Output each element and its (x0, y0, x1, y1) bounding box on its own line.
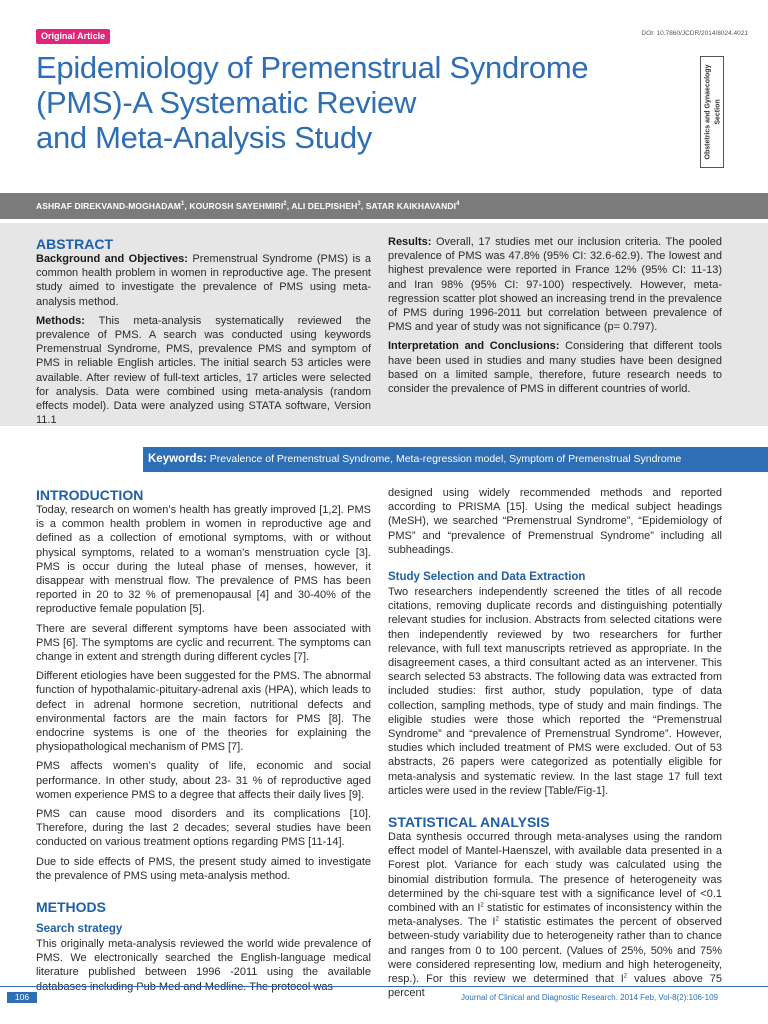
title-line: (PMS)-A Systematic Review (36, 85, 417, 120)
stat-superscript: 2 (495, 916, 499, 923)
statistical-analysis-text (388, 830, 722, 1000)
search-strategy-heading: Search strategy (36, 923, 123, 936)
abstract-interpretation-label: Interpretation and Conclusions: (388, 340, 560, 353)
abstract-interpretation (388, 339, 722, 396)
intro-paragraph: Due to side effects of PMS, the present study aimed to investigate the prevalence of PMS using meta-analysis method. (36, 855, 371, 882)
intro-paragraph: PMS affects women’s quality of life, economic and social performance. In other study, about 23- 31 % of reproductive aged women experience PMS to a degree that affects their daily lives [9]. (36, 760, 371, 801)
page-number: 106 (7, 992, 37, 1003)
abstract-results-text: Overall, 17 studies met our inclusion criteria. The pooled prevalence of PMS was 47.8% (95% CI: 32.6-62.9). The lowest and highest prevalence were reported in France 12% (95% CI: 11-13) and Iran 98% (95% CI: 97-100) respectively. However, meta-regression scatter plot showed an increasing trend in the prevalence of PMS during 1996-2011 but correlation between prevalence of PMS and year of study was not significance (p= 0.797). (388, 236, 722, 334)
title-line: Epidemiology of Premenstrual Syndrome (36, 50, 589, 85)
stat-text-part: statistic for estimates of inconsistency within the meta-analyses. The I (388, 902, 722, 929)
methods-heading: METHODS (36, 899, 106, 916)
abstract-interpretation-text: Considering that different tools have been used in studies and many studies have been designed based on a limited sample, therefore, future research needs to consider the prevalence of PMS in different countries of world. (388, 340, 723, 396)
abstract-methods (36, 314, 371, 428)
abstract-background-label: Background and Objectives: (36, 253, 188, 265)
footer-divider (0, 986, 768, 987)
article-title (36, 50, 636, 155)
intro-paragraph: PMS can cause mood disorders and its complications [10]. Therefore, during the last 2 decades; several studies have been conducted on various treatment options regarding PMS [11-14]. (36, 808, 371, 849)
abstract-left-column (36, 236, 371, 432)
author-name: KOUROSH SAYEHMIRI (189, 201, 284, 211)
methods-continuation: designed using widely recommended methods and reported according to PRISMA [15]. Using the medical subject headings (MeSH), we searched “Premenstrual Syndrome”, “Epidemiology of PMS” and “prevalence of Premenstrual Syndrome” including all subheadings. (388, 487, 722, 556)
introduction-heading: INTRODUCTION (36, 487, 144, 503)
study-selection-heading: Study Selection and Data Extraction (388, 571, 586, 584)
author-name: ALI DELPISHEH (291, 201, 358, 211)
body-right-column (388, 486, 722, 1006)
study-selection-text: Two researchers independently screened the titles of all recode citations, removing duplicate records and distinguishing potentially relevant studies for inclusion. Abstracts from selected citations were then independently reviewed by two researchers for further relevance, with full text manuscripts retrieved as appropriate. In the disagreement cases, a third consultant acted as an intervener. This search selected 53 abstracts. The following data was extracted from included studies: first author, study population, type of data collection, sampling methods, type of study and main findings. The eligible studies were those which reported the “Premenstrual Syndrome” and “prevalence of Premenstrual Syndrome”. However, studies which included treatment of PMS were excluded. Out of 53 abstracts, 26 papers were categorized as potentially eligible for meta-analysis and systematic review. In the last stage 17 full text articles were used in the review [Table/Fig-1]. (388, 586, 722, 797)
abstract-methods-text: This meta-analysis systematically reviewed the prevalence of PMS. A search was conducted using keywords Premenstrual Syndrome, PMS, prevalence PMS and symptom of PMS in reliable English articles. The initial search 53 articles were available. After review of full-text articles, 17 articles were selected for analysis. Data were combined using meta-analysis (random effects model). Data were analyzed using STATA software, Version 11.1 (36, 314, 371, 427)
stat-superscript: 2 (623, 973, 628, 980)
statistical-analysis-heading: STATISTICAL ANALYSIS (388, 814, 550, 831)
author-bar: ASHRAF DIREKVAND-MOGHADAM$^1$, KOUROSH SAYEHMIRI$^2$, ALI DELPISHEH$^3$, SATAR KAIKHAVANDI$^4$ (0, 193, 768, 219)
author-affiliation: 3 (357, 201, 361, 208)
abstract-results-label: Results: (388, 236, 432, 248)
keywords-text: Prevalence of Premenstrual Syndrome, Meta-regression model, Symptom of Premenstrual Syndrome (209, 453, 682, 465)
author-affiliation: 4 (456, 201, 460, 208)
article-type-badge: Original Article (36, 29, 110, 44)
abstract-heading: ABSTRACT (36, 236, 113, 252)
intro-paragraph: There are several different symptoms have been associated with PMS [6]. The symptoms are cyclic and recurrent. The symptoms can change in extent and strength during different cycles [7]. (36, 622, 371, 664)
section-label-box (700, 56, 724, 168)
stat-text-part: Data synthesis occurred through meta-analyses using the random effect model of Mantel-Haenszel, with available data presented in a Forest plot. Variance for each study was calculated using the binomial distribution formula. The presence of heterogeneity was determined by the chi-square test with a significance level of <0.1 combined with an I (388, 831, 722, 915)
intro-paragraph: Different etiologies have been suggested for the PMS. The abnormal function of hypothalamic-pituitary-adrenal axis (HPA), which leads to defect in adrenal hormone secretion, nutritional defects and environmental factors are the main factors for PMS [8]. The endocrine systems is one of the theories for explaining the physiopathological mechanism of PMS [7]. (36, 670, 371, 754)
author-name: SATAR KAIKHAVANDI (365, 201, 457, 211)
title-line: and Meta-Analysis Study (36, 120, 372, 155)
doi-text: DOI: 10.7860/JCDR/2014/8024.4021 (641, 30, 748, 37)
keywords-bar (143, 447, 768, 472)
journal-citation: Journal of Clinical and Diagnostic Research. 2014 Feb, Vol-8(2):106-109 (460, 993, 718, 1002)
abstract-methods-label: Methods: (36, 314, 85, 327)
intro-paragraph: Today, research on women’s health has greatly improved [1,2]. PMS is a common health problem in women in reproductive age and defined as a collection of emotional symptoms, with or without physical symptoms, related to a woman’s menstruation cycle [3]. PMS is occur during the luteal phase of menses, however, it disappear with menstrual flow. The prevalence of PMS has been reported in 20 to 32 % of premenopausal [4] and 30-40% of the reproductive female population [5]. (36, 504, 371, 616)
stat-text-part: values above 75 percent (388, 973, 723, 1000)
body-left-column (36, 487, 371, 999)
author-affiliation: 1 (180, 201, 185, 208)
abstract-right-column (388, 235, 722, 401)
search-strategy-text: This originally meta-analysis reviewed the world wide prevalence of PMS. We electronically searched the English-language medical literature published between 1996 -2011 using the available (36, 938, 371, 979)
section-label-line: Section (714, 99, 722, 125)
abstract-background (36, 252, 371, 309)
stat-superscript: 2 (480, 902, 484, 909)
author-affiliation: 2 (283, 201, 287, 208)
stat-text-part: statistic estimates the percent of observed between-study variability due to heterogeneity rather than to chance and ranges from 0 to 100 percent. (Values of 25%, 50% and 75% were considered representing low, medium and high heterogeneity, resp.). For this review we determined that I (388, 916, 723, 986)
section-label-line: Obstetrics and Gynaecology (704, 64, 712, 160)
keywords-label: Keywords: (148, 453, 207, 465)
abstract-background-text: Premenstrual Syndrome (PMS) is a common health problem in women in reproductive age. The present study aimed to investigate the prevalence of PMS using meta-analysis method. (36, 253, 372, 308)
author-name: ASHRAF DIREKVAND-MOGHADAM (36, 201, 181, 211)
abstract-results (388, 235, 722, 334)
